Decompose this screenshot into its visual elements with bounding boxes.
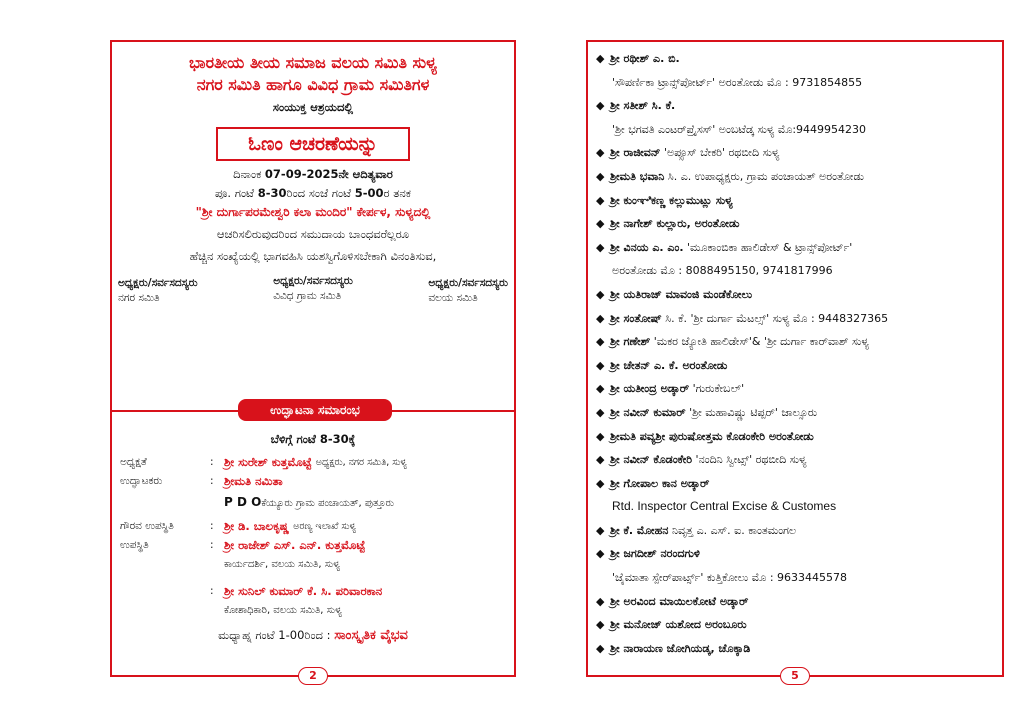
list-item-name: ಶ್ರೀ ಮನೋಜ್ ಯಶೋದ ಅರಂಬೂರು <box>610 618 747 632</box>
diamond-bullet-icon: ◆ <box>596 358 605 372</box>
president-title: ಅಧ್ಯಕ್ಷರು/ಸರ್ವಸದಸ್ಯರು <box>273 275 353 287</box>
list-item <box>596 283 996 307</box>
diamond-bullet-icon: ◆ <box>596 240 605 254</box>
event-title-box <box>216 127 410 161</box>
colon: : <box>210 585 214 597</box>
inauguration-banner: ಉದ್ಘಾಟನಾ ಸಮಾರಂಭ <box>238 399 392 421</box>
diamond-bullet-icon: ◆ <box>596 523 605 537</box>
list-item-name: ಶ್ರೀ ವಿನಯ ಎ. ಎಂ. <box>610 240 684 254</box>
list-item <box>596 259 996 283</box>
list-item-detail: 'ಮೂಕಾಂಬಿಕಾ ಹಾಲಿಡೇಸ್ & ಟ್ರಾನ್ಸ್‌ಪೋರ್ಟ್' <box>683 240 853 254</box>
list-item-detail: ಸಿ. ಕೆ. 'ಶ್ರೀ ದುರ್ಗಾ ಮೆಟಲ್ಸ್' ಸುಳ್ಯ ಮೊ : 9448327365 <box>661 311 889 325</box>
sponsor-list <box>596 47 996 660</box>
list-item <box>596 330 996 354</box>
title-line-2: ನಗರ ಸಮಿತಿ ಹಾಗೂ ವಿವಿಧ ಗ್ರಾಮ ಸಮಿತಿಗಳ <box>196 75 430 94</box>
venue: "ಶ್ರೀ ದುರ್ಗಾಪರಮೇಶ್ವರಿ ಕಲಾ ಮಂದಿರ" ಕೇರ್ಪಳ, ಸುಳ್ಯದಲ್ಲಿ <box>195 205 431 219</box>
diamond-bullet-icon: ◆ <box>596 99 605 113</box>
list-item-name: ಶ್ರೀ ರಥೀಶ್ ಎ. ಬಿ. <box>610 52 680 65</box>
presidents-row <box>112 276 514 306</box>
list-item <box>596 613 996 637</box>
afternoon-prefix: ಮಧ್ಯಾಹ್ನ ಗಂಟೆ 1-00ರಿಂದ : <box>218 628 331 642</box>
event-title: ಓಣಂ ಆಚರಣೆಯನ್ನು <box>248 133 378 155</box>
colon: : <box>210 456 214 468</box>
guest-label: ಗೌರವ ಉಪಸ್ಥಿತಿ <box>120 520 174 532</box>
president-block <box>118 276 198 306</box>
time-e: ರ ತನಕ <box>383 186 411 200</box>
list-item-detail: 'ಶ್ರೀ ಭಗವತಿ ಎಂಟರ್‌ಪ್ರೈಸಸ್' ಅಂಬಟೆಡ್ಕ ಸುಳ್ಯ ಮೊ:9449954230 <box>612 122 867 136</box>
list-item <box>596 495 996 519</box>
presence-label-empty <box>112 584 210 599</box>
presence-desc-1: ಕಾರ್ಯದರ್ಶಿ, ವಲಯ ಸಮಿತಿ, ಸುಳ್ಯ <box>224 559 341 570</box>
diamond-bullet-icon: ◆ <box>596 594 605 608</box>
list-item <box>596 472 996 496</box>
list-item <box>596 47 996 71</box>
list-item-name: ಶ್ರೀ ಗಣೇಶ್ <box>610 335 651 349</box>
date-suffix: ನೇ ಆದಿತ್ಯವಾರ <box>338 167 393 181</box>
list-item <box>596 590 996 614</box>
list-item <box>596 566 996 590</box>
date-value: 07-09-2025 <box>264 167 339 181</box>
diamond-bullet-icon: ◆ <box>596 429 605 443</box>
pdo-desc: ಕೆಯ್ಯೂರು ಗ್ರಾಮ ಪಂಚಾಯತ್, ಪುತ್ತೂರು <box>261 498 395 509</box>
list-item-name: ಶ್ರೀ ನಾಗೇಶ್ ಕುಲ್ಲಾರು, ಅರಂತೋಡು <box>610 217 740 231</box>
list-item-detail: 'ಮಕರ ಜ್ಯೋತಿ ಹಾಲಿಡೇಸ್'& 'ಶ್ರೀ ದುರ್ಗಾ ಕಾರ್‌ವಾಶ್ ಸುಳ್ಯ <box>650 335 869 349</box>
guest-name: ಶ್ರೀ ಡಿ. ಬಾಲಕೃಷ್ಣ <box>224 519 290 533</box>
time-c: ರಿಂದ ಸಂಜೆ ಗಂಟೆ <box>286 186 352 200</box>
list-item <box>596 165 996 189</box>
list-item <box>596 307 996 331</box>
afternoon-event: ಸಾಂಸ್ಕೃತಿಕ ವೈಭವ <box>334 628 408 643</box>
colon: : <box>210 539 214 551</box>
guest-row <box>112 519 514 534</box>
diamond-bullet-icon: ◆ <box>596 476 605 490</box>
list-item <box>596 141 996 165</box>
diamond-bullet-icon: ◆ <box>596 405 605 419</box>
inauguration-time: ಬೆಳಿಗ್ಗೆ ಗಂಟೆ 8-30ಕ್ಕೆ <box>270 432 356 446</box>
pdo-line <box>112 495 514 511</box>
presence-row <box>112 538 514 553</box>
page-number-right: 5 <box>780 667 810 685</box>
list-item <box>596 519 996 543</box>
chair-label: ಅಧ್ಯಕ್ಷತೆ <box>120 456 147 468</box>
diamond-bullet-icon: ◆ <box>596 618 605 632</box>
diamond-bullet-icon: ◆ <box>596 217 605 231</box>
list-item-name: ಶ್ರೀ ನವೀನ್ ಕುಮಾರ್ <box>610 405 686 419</box>
list-item <box>596 401 996 425</box>
president-body: ವಿವಿಧ ಗ್ರಾಮ ಸಮಿತಿ <box>273 290 342 302</box>
chair-desc: ಅಧ್ಯಕ್ಷರು, ನಗರ ಸಮಿತಿ, ಸುಳ್ಯ <box>315 457 407 468</box>
list-item-name: ಶ್ರೀ ಕುಂಞಿಕಣ್ಣ ಕಲ್ಲುಮುಟ್ಲು ಸುಳ್ಯ <box>610 193 733 207</box>
list-item-detail: 'ಅಪ್ಸೂಸ್ ಬೇಕರಿ' ರಥಬೀದಿ ಸುಳ್ಯ <box>660 146 780 160</box>
list-item-name: ಶ್ರೀ ಅರವಿಂದ ಮಾಯಿಲಕೋಟೆ ಅಡ್ಕಾರ್ <box>610 594 749 608</box>
list-item <box>596 354 996 378</box>
list-item-detail: Rtd. Inspector Central Excise & Customes <box>612 499 837 514</box>
invite-line-2: ಹೆಚ್ಚಿನ ಸಂಖ್ಯೆಯಲ್ಲಿ ಭಾಗವಹಿಸಿ ಯಶಸ್ವಿಗೊಳಿಸಬೇಕಾಗಿ ವಿನಂತಿಸುವ, <box>189 249 437 263</box>
list-item-name: ಶ್ರೀ ಸತೀಶ್ ಸಿ. ಕೆ. <box>610 99 676 113</box>
president-block <box>273 274 353 306</box>
presence-name-2: ಶ್ರೀ ಸುನಿಲ್ ಕುಮಾರ್ ಕೆ. ಸಿ. ಪರಿವಾರಕಾನ <box>224 584 383 598</box>
list-item-name: ಶ್ರೀ ನಾರಾಯಣ ಜೋಗಿಯಡ್ಕ, ಚೊಕ್ಕಾಡಿ <box>610 641 751 655</box>
right-page <box>586 40 1004 682</box>
list-item-name: ಶ್ರೀ ಯತಿರಾಜ್ ಮಾವಂಜಿ ಮಂಡೆಕೋಲು <box>610 287 753 301</box>
presence-row-2 <box>112 584 514 599</box>
chair-name: ಶ್ರೀ ಸುರೇಶ್ ಕುತ್ತಮೊಟ್ಟೆ <box>224 455 312 469</box>
list-item-detail: 'ನಂದಿನಿ ಸ್ವೀಟ್ಸ್' ರಥಬೀದಿ ಸುಳ್ಯ <box>692 453 807 467</box>
date-line <box>112 165 514 184</box>
diamond-bullet-icon: ◆ <box>596 146 605 160</box>
diamond-bullet-icon: ◆ <box>596 287 605 301</box>
presence-desc-2: ಕೋಶಾಧಿಕಾರಿ, ವಲಯ ಸಮಿತಿ, ಸುಳ್ಯ <box>224 605 342 616</box>
list-item-detail: 'ಸೌಪರ್ಣಿಕಾ ಟ್ರಾನ್ಸ್‌ಪೋರ್ಟ್' ಅರಂತೋಡು ಮೊ : 9731854855 <box>612 75 863 89</box>
diamond-bullet-icon: ◆ <box>596 193 605 207</box>
list-item-detail: ನಿವೃತ್ತ ಎ. ಎಸ್. ಐ. ಕಾಂತಮಂಗಲ <box>668 523 797 537</box>
time-d: 5-00 <box>354 186 384 200</box>
list-item <box>596 189 996 213</box>
list-item <box>596 71 996 95</box>
colon: : <box>210 520 214 532</box>
diamond-bullet-icon: ◆ <box>596 382 605 396</box>
guest-desc: ಅರಣ್ಯ ಇಲಾಖೆ ಸುಳ್ಯ <box>293 521 356 532</box>
list-item-name: ಶ್ರೀಮತಿ ಭವಾನಿ <box>610 169 665 183</box>
invite-line-1: ಆಚರಿಸಲಿರುವುದರಿಂದ ಸಮುದಾಯ ಬಾಂಧವರೆಲ್ಲರೂ <box>216 227 410 241</box>
list-item <box>596 236 996 260</box>
diamond-bullet-icon: ◆ <box>596 547 605 561</box>
list-item-detail: ಸಿ. ಎ. ಉಪಾಧ್ಯಕ್ಷರು, ಗ್ರಾಮ ಪಂಚಾಯತ್ ಅರಂತೋಡು <box>664 169 864 183</box>
list-item-detail: ಅರಂತೋಡು ಮೊ : 8088495150, 9741817996 <box>612 264 833 278</box>
diamond-bullet-icon: ◆ <box>596 311 605 325</box>
list-item <box>596 425 996 449</box>
left-page <box>110 40 516 682</box>
list-item-name: ಶ್ರೀ ಚೇತನ್ ಎ. ಕೆ. ಅರಂತೋಡು <box>610 358 728 372</box>
list-item-name: ಶ್ರೀ ಜಗದೀಶ್ ನರಂದಗುಳಿ <box>610 547 700 561</box>
presence-name-1: ಶ್ರೀ ರಾಜೇಶ್ ಎಸ್. ಎನ್. ಕುತ್ತಮೊಟ್ಟೆ <box>224 538 366 552</box>
list-item-name: ಶ್ರೀ ನವೀನ್ ಕೊಡಂಕೇರಿ <box>610 453 693 467</box>
list-item-detail: 'ಜೈಮಾತಾ ಸ್ಪೇರ್‌ಪಾರ್ಟ್ಸ್' ಕುತ್ತಿಕೋಲು ಮೊ : 9633445578 <box>612 571 848 585</box>
list-item-detail: 'ಶ್ರೀ ಮಹಾವಿಷ್ಣು ಟಿಪ್ಪರ್' ಜಾಲ್ಸೂರು <box>685 405 818 419</box>
list-item-name: ಶ್ರೀಮತಿ ಪವ್ಯಶ್ರೀ ಪುರುಷೋತ್ತಮ ಕೊಡಂಕೇರಿ ಅರಂತೋಡು <box>610 429 814 443</box>
president-body: ನಗರ ಸಮಿತಿ <box>118 292 160 304</box>
date-prefix: ದಿನಾಂಕ <box>233 167 262 181</box>
inaugurator-row <box>112 474 514 489</box>
diamond-bullet-icon: ◆ <box>596 169 605 183</box>
list-item-detail: 'ಗುರುಕೇಬಲ್' <box>689 382 745 396</box>
list-item <box>596 542 996 566</box>
afternoon-line <box>112 626 514 645</box>
list-item-name: ಶ್ರೀ ಸಂತೋಷ್ <box>610 311 662 325</box>
president-title: ಅಧ್ಯಕ್ಷರು/ಸರ್ವಸದಸ್ಯರು <box>118 277 198 289</box>
time-b: 8-30 <box>257 186 287 200</box>
list-item <box>596 118 996 142</box>
president-block <box>428 276 508 306</box>
president-body: ವಲಯ ಸಮಿತಿ <box>428 292 478 304</box>
list-item-name: ಶ್ರೀ ರಾಜೀವನ್ <box>610 146 661 160</box>
inaugurator-name: ಶ್ರೀಮತಿ ನಮಿತಾ <box>224 474 283 488</box>
title-line-1: ಭಾರತೀಯ ತೀಯ ಸಮಾಜ ವಲಯ ಸಮಿತಿ ಸುಳ್ಯ <box>189 53 437 72</box>
page-number-left: 2 <box>298 667 328 685</box>
list-item <box>596 448 996 472</box>
list-item <box>596 377 996 401</box>
diamond-bullet-icon: ◆ <box>596 641 605 655</box>
time-line <box>112 184 514 203</box>
subtitle: ಸಂಯುಕ್ತ ಆಶ್ರಯದಲ್ಲಿ <box>272 100 354 114</box>
list-item-name: ಶ್ರೀ ಗೋಪಾಲ ಕಾನ ಅಡ್ಕಾರ್ <box>610 476 710 490</box>
pdo-prefix: P D O <box>224 495 262 509</box>
list-item <box>596 637 996 661</box>
list-item <box>596 94 996 118</box>
list-item <box>596 212 996 236</box>
presence-label: ಉಪಸ್ಥಿತಿ <box>120 539 149 551</box>
list-item-name: ಶ್ರೀ ಕೆ. ಮೋಹನ <box>610 523 669 537</box>
diamond-bullet-icon: ◆ <box>596 335 605 349</box>
inaugurator-label: ಉದ್ಘಾಟಕರು <box>120 475 163 487</box>
diamond-bullet-icon: ◆ <box>596 52 605 65</box>
list-item-name: ಶ್ರೀ ಯತೀಂದ್ರ ಅಡ್ಕಾರ್ <box>610 382 690 396</box>
colon: : <box>210 475 214 487</box>
diamond-bullet-icon: ◆ <box>596 453 605 467</box>
president-title: ಅಧ್ಯಕ್ಷರು/ಸರ್ವಸದಸ್ಯರು <box>428 277 508 289</box>
chair-row <box>112 455 514 470</box>
time-a: ಪೂ. ಗಂಟೆ <box>215 186 255 200</box>
